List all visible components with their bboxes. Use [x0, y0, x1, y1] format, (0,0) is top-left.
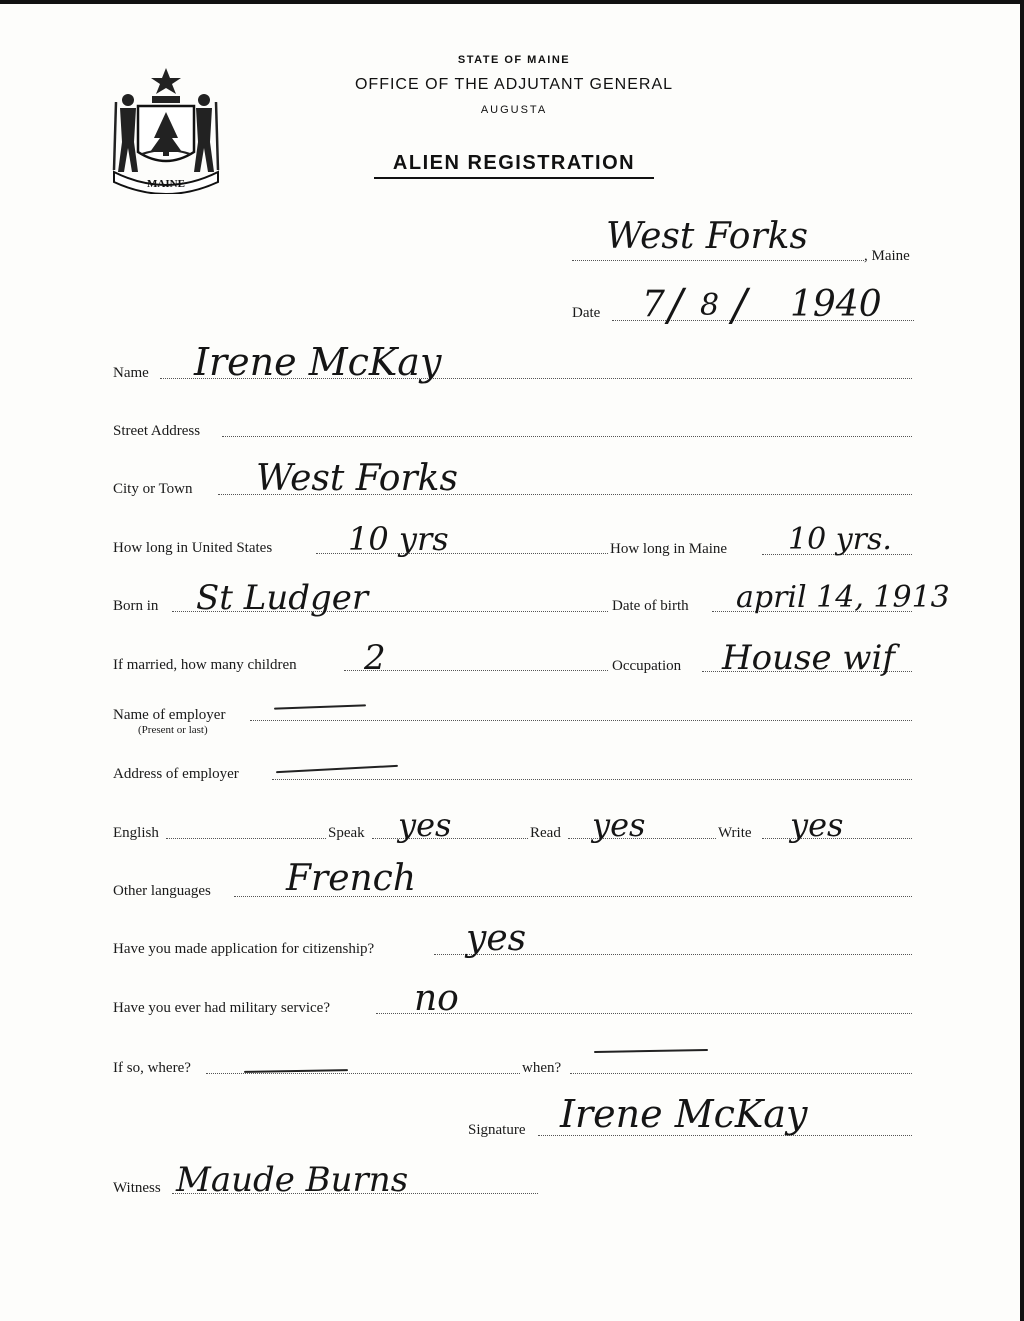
- how-long-us-label: How long in United States: [113, 540, 273, 556]
- occupation-entry: House wif: [722, 638, 895, 678]
- city-label: City or Town: [113, 481, 193, 497]
- seal-text: MAINE: [147, 178, 185, 190]
- scan-edge-top: [0, 0, 1024, 4]
- name-entry: Irene McKay: [194, 340, 442, 384]
- name-label: Name: [113, 365, 149, 381]
- how-long-maine-entry: 10 yrs.: [788, 522, 892, 557]
- scan-edge-right: [1020, 0, 1024, 1321]
- header-state: STATE OF MAINE: [457, 54, 571, 66]
- speak-label: Speak: [328, 825, 365, 841]
- where-line: [206, 1073, 520, 1074]
- other-languages-entry: French: [286, 858, 417, 899]
- street-label: Street Address: [113, 423, 201, 439]
- header-office: OFFICE OF THE ADJUTANT GENERAL: [354, 76, 674, 93]
- witness-entry: Maude Burns: [176, 1160, 409, 1200]
- employer-address-line: [272, 779, 912, 780]
- date-of-birth-label: Date of birth: [612, 598, 689, 614]
- signature-entry: Irene McKay: [560, 1092, 808, 1136]
- town-entry: West Forks: [606, 216, 808, 257]
- read-entry: yes: [592, 806, 646, 844]
- town-line: [572, 260, 864, 261]
- other-languages-label: Other languages: [113, 883, 211, 899]
- employer-address-dash: [276, 765, 398, 773]
- maine-label: , Maine: [864, 248, 910, 264]
- citizenship-label: Have you made application for citizenship?: [113, 941, 375, 957]
- write-label: Write: [718, 825, 752, 841]
- date-year-entry: 1940: [790, 284, 882, 325]
- date-label: Date: [572, 305, 601, 321]
- when-line: [570, 1073, 912, 1074]
- city-entry: West Forks: [256, 458, 458, 499]
- employer-address-label: Address of employer: [113, 766, 239, 782]
- children-entry: 2: [364, 638, 386, 678]
- employer-note: (Present or last): [138, 724, 208, 736]
- employer-name-label: Name of employer: [113, 707, 226, 723]
- where-label: If so, where?: [113, 1060, 191, 1076]
- witness-label: Witness: [113, 1180, 161, 1196]
- date-day-entry: 7: [642, 284, 665, 325]
- write-entry: yes: [790, 806, 844, 844]
- citizenship-entry: yes: [466, 918, 527, 959]
- born-in-entry: St Ludger: [196, 578, 369, 618]
- how-long-maine-label: How long in Maine: [610, 541, 728, 557]
- english-label: English: [113, 825, 159, 841]
- english-line: [166, 838, 326, 839]
- date-slash-2: /: [732, 280, 747, 331]
- street-line: [222, 436, 912, 437]
- when-dash: [594, 1049, 708, 1053]
- signature-label: Signature: [468, 1122, 526, 1138]
- how-long-us-entry: 10 yrs: [348, 520, 449, 558]
- military-label: Have you ever had military service?: [113, 1000, 330, 1016]
- title-underline: [374, 177, 654, 179]
- children-label: If married, how many children: [113, 657, 297, 673]
- born-in-label: Born in: [113, 598, 159, 614]
- employer-name-line: [250, 720, 912, 721]
- date-of-birth-entry: april 14, 1913: [736, 580, 950, 615]
- when-label: when?: [522, 1060, 562, 1076]
- military-entry: no: [414, 978, 459, 1019]
- employer-name-dash: [274, 704, 366, 709]
- speak-entry: yes: [398, 806, 452, 844]
- date-month-entry: 8: [700, 288, 720, 323]
- date-slash-1: /: [668, 280, 683, 331]
- form-title: ALIEN REGISTRATION: [392, 152, 636, 174]
- maine-state-seal: [108, 66, 224, 194]
- read-label: Read: [530, 825, 561, 841]
- header-city: AUGUSTA: [480, 104, 548, 116]
- occupation-label: Occupation: [612, 658, 682, 674]
